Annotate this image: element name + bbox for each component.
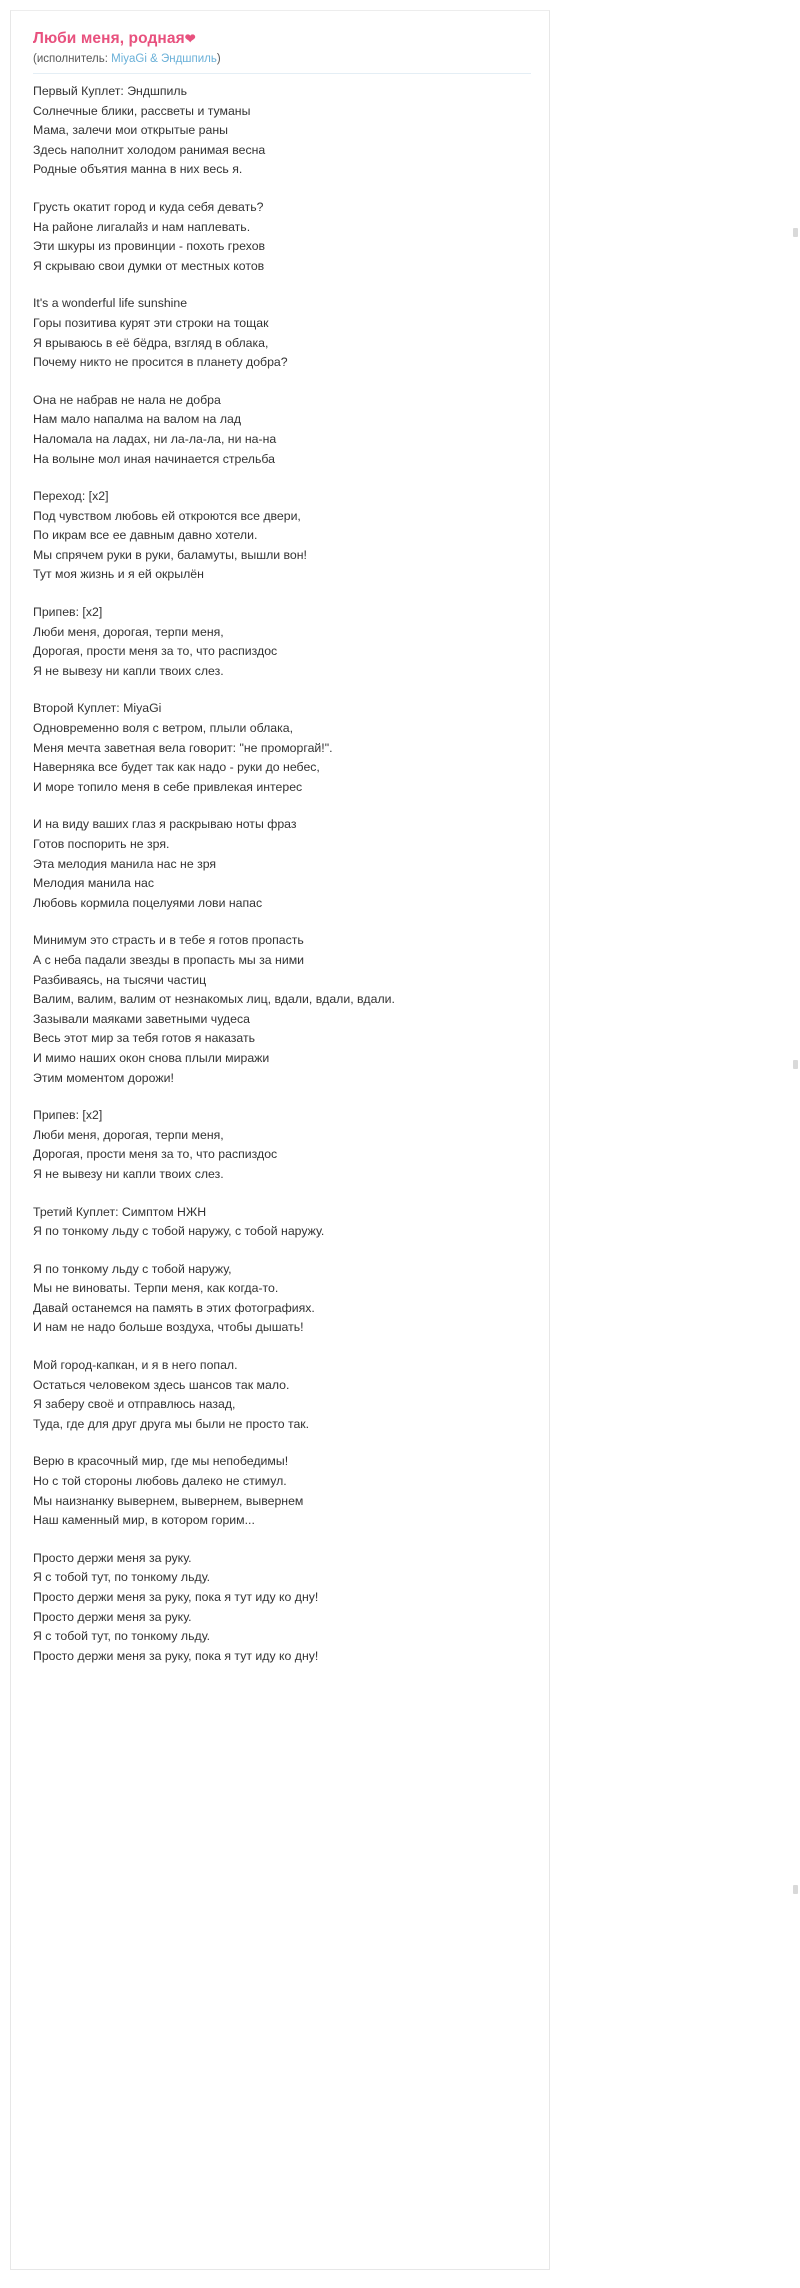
lyrics-line: Я по тонкому льду с тобой наружу, bbox=[33, 1261, 232, 1276]
lyrics-line: Я по тонкому льду с тобой наружу, с тобой наружу. bbox=[33, 1224, 325, 1239]
lyrics-card bbox=[10, 10, 550, 2270]
lyrics-line: Дорогая, прости меня за то, что распиздос bbox=[33, 644, 278, 659]
song-title-text: Люби меня, родная bbox=[33, 30, 185, 47]
lyrics-line: Переход: [x2] bbox=[33, 489, 109, 504]
lyrics-line: Тут моя жизнь и я ей окрылён bbox=[33, 567, 204, 582]
lyrics-line: Наш каменный мир, в котором горим... bbox=[33, 1513, 255, 1528]
lyrics-line: И море топило меня в себе привлекая интерес bbox=[33, 779, 303, 794]
lyrics-line: Я с тобой тут, по тонкому льду. bbox=[33, 1629, 211, 1644]
lyrics-line: На волыне мол иная начинается стрельба bbox=[33, 451, 275, 466]
lyrics-line: It's a wonderful life sunshine bbox=[33, 296, 188, 311]
lyrics-line: Мама, залечи мои открытые раны bbox=[33, 123, 228, 138]
lyrics-line: Я врываюсь в её бёдра, взгляд в облака, bbox=[33, 335, 269, 350]
lyrics-line: Второй Куплет: MiyaGi bbox=[33, 701, 162, 716]
lyrics-verse bbox=[33, 1106, 531, 1184]
lyrics-verse bbox=[33, 931, 531, 1088]
lyrics-line: Мы наизнанку вывернем, вывернем, вывернем bbox=[33, 1493, 304, 1508]
performer-line bbox=[33, 51, 531, 67]
lyrics-line: И мимо наших окон снова плыли миражи bbox=[33, 1050, 270, 1065]
lyrics-line: Люби меня, дорогая, терпи меня, bbox=[33, 1127, 224, 1142]
lyrics-verse bbox=[33, 487, 531, 585]
performer-prefix: (исполнитель: bbox=[33, 53, 112, 65]
lyrics-line: Я с тобой тут, по тонкому льду. bbox=[33, 1570, 211, 1585]
lyrics-line: На районе лигалайз и нам наплевать. bbox=[33, 219, 251, 234]
scroll-marks bbox=[792, 0, 798, 2288]
lyrics-verse bbox=[33, 1452, 531, 1530]
lyrics-line: Припев: [x2] bbox=[33, 605, 103, 620]
lyrics-line: Мой город-капкан, и я в него попал. bbox=[33, 1358, 238, 1373]
lyrics-verse bbox=[33, 1549, 531, 1667]
lyrics-line: Давай останемся на память в этих фотографиях. bbox=[33, 1300, 315, 1315]
lyrics-line: Я не вывезу ни капли твоих слез. bbox=[33, 1166, 224, 1181]
lyrics-line: Солнечные блики, рассветы и туманы bbox=[33, 103, 251, 118]
lyrics-line: Туда, где для друг друга мы были не просто так. bbox=[33, 1416, 310, 1431]
lyrics-line: Горы позитива курят эти строки на тощак bbox=[33, 315, 269, 330]
lyrics-line: Первый Куплет: Эндшпиль bbox=[33, 84, 187, 98]
page-title bbox=[33, 29, 531, 49]
lyrics-line: Грусть окатит город и куда себя девать? bbox=[33, 199, 264, 214]
lyrics-line: Нам мало напалма на валом на лад bbox=[33, 412, 242, 427]
lyrics-line: Этим моментом дорожи! bbox=[33, 1070, 174, 1085]
lyrics-line: Эта мелодия манила нас не зря bbox=[33, 856, 217, 871]
lyrics-verse bbox=[33, 1203, 531, 1242]
lyrics-line: Меня мечта заветная вела говорит: "не проморгай!". bbox=[33, 740, 333, 755]
lyrics-line: Любовь кормила поцелуями лови напас bbox=[33, 895, 263, 910]
lyrics-line: Просто держи меня за руку. bbox=[33, 1609, 192, 1624]
scroll-mark[interactable] bbox=[793, 228, 798, 237]
lyrics-verse bbox=[33, 1356, 531, 1434]
artist-link[interactable]: MiyaGi & Эндшпиль bbox=[111, 53, 217, 65]
lyrics-verse bbox=[33, 391, 531, 469]
lyrics-line: И нам не надо больше воздуха, чтобы дышать! bbox=[33, 1320, 304, 1335]
lyrics-line: Минимум это страсть и в тебе я готов пропасть bbox=[33, 933, 304, 948]
lyrics-verse bbox=[33, 1260, 531, 1338]
heart-icon: ❤ bbox=[184, 31, 196, 46]
lyrics-line: Родные объятия манна в них весь я. bbox=[33, 162, 243, 177]
lyrics-verse bbox=[33, 699, 531, 797]
lyrics-line: Остаться человеком здесь шансов так мало. bbox=[33, 1377, 290, 1392]
performer-suffix: ) bbox=[216, 53, 221, 65]
lyrics-line: Здесь наполнит холодом ранимая весна bbox=[33, 142, 266, 157]
lyrics-line: По икрам все ее давным давно хотели. bbox=[33, 528, 258, 543]
lyrics-verse bbox=[33, 815, 531, 913]
lyrics-verse bbox=[33, 294, 531, 372]
lyrics-line: Люби меня, дорогая, терпи меня, bbox=[33, 624, 224, 639]
lyrics-line: Я не вывезу ни капли твоих слез. bbox=[33, 663, 224, 678]
lyrics-line: Дорогая, прости меня за то, что распиздос bbox=[33, 1147, 278, 1162]
lyrics-line: А с неба падали звезды в пропасть мы за ними bbox=[33, 952, 305, 967]
lyrics-text bbox=[33, 82, 531, 1666]
lyrics-line: Валим, валим, валим от незнакомых лиц, вдали, вдали, вдали. bbox=[33, 992, 395, 1007]
lyrics-line: Почему никто не просится в планету добра? bbox=[33, 355, 288, 370]
lyrics-line: Разбиваясь, на тысячи частиц bbox=[33, 972, 207, 987]
lyrics-line: Мелодия манила нас bbox=[33, 876, 154, 891]
lyrics-verse bbox=[33, 82, 531, 180]
scroll-mark[interactable] bbox=[793, 1060, 798, 1069]
lyrics-line: Наломала на ладах, ни ла-ла-ла, ни на-на bbox=[33, 431, 277, 446]
lyrics-line: Просто держи меня за руку. bbox=[33, 1550, 192, 1565]
lyrics-line: Я заберу своё и отправлюсь назад, bbox=[33, 1397, 236, 1412]
lyrics-line: И на виду ваших глаз я раскрываю ноты фраз bbox=[33, 817, 297, 832]
scroll-mark[interactable] bbox=[793, 1885, 798, 1894]
lyrics-line: Весь этот мир за тебя готов я наказать bbox=[33, 1031, 256, 1046]
lyrics-line: Она не набрав не нала не добра bbox=[33, 392, 221, 407]
lyrics-line: Просто держи меня за руку, пока я тут иду ко дну! bbox=[33, 1648, 319, 1663]
lyrics-line: Просто держи меня за руку, пока я тут иду ко дну! bbox=[33, 1590, 319, 1604]
lyrics-line: Мы спрячем руки в руки, баламуты, вышли вон! bbox=[33, 547, 307, 562]
lyrics-line: Верю в красочный мир, где мы непобедимы! bbox=[33, 1454, 289, 1469]
lyrics-line: Под чувством любовь ей откроются все двери, bbox=[33, 508, 301, 523]
lyrics-line: Зазывали маяками заветными чудеса bbox=[33, 1011, 250, 1026]
lyrics-line: Припев: [x2] bbox=[33, 1108, 103, 1123]
title-divider bbox=[33, 73, 531, 74]
lyrics-line: Эти шкуры из провинции - похоть грехов bbox=[33, 239, 266, 254]
lyrics-verse bbox=[33, 603, 531, 681]
lyrics-line: Третий Куплет: Симптом НЖН bbox=[33, 1204, 207, 1219]
lyrics-line: Но с той стороны любовь далеко не стимул. bbox=[33, 1474, 287, 1489]
lyrics-line: Наверняка все будет так как надо - руки до небес, bbox=[33, 760, 320, 775]
lyrics-verse bbox=[33, 198, 531, 276]
lyrics-line: Готов поспорить не зря. bbox=[33, 837, 170, 851]
lyrics-line: Одновременно воля с ветром, плыли облака, bbox=[33, 721, 294, 736]
lyrics-line: Мы не виноваты. Терпи меня, как когда-то. bbox=[33, 1281, 279, 1296]
lyrics-line: Я скрываю свои думки от местных котов bbox=[33, 258, 265, 273]
